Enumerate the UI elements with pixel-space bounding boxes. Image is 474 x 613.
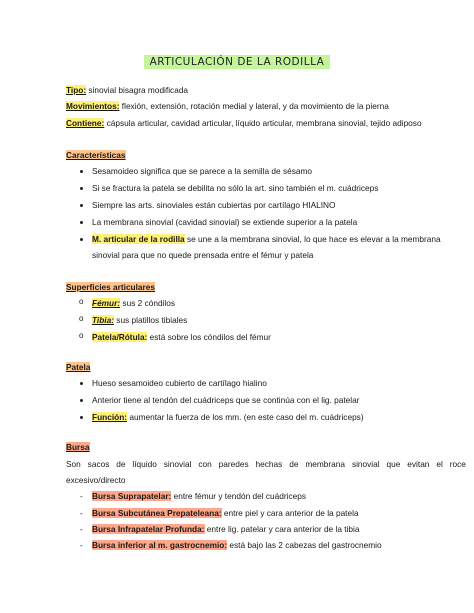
item-text: sus 2 cóndilos [120, 298, 176, 308]
item-label: Bursa Infrapatelar Profunda: [92, 524, 205, 534]
dash-bullet-icon: - [80, 524, 83, 534]
heading-text: Superficies articulares [66, 282, 156, 292]
list-item [92, 412, 364, 422]
intro-label: Contiene: [66, 118, 105, 128]
section-heading-caracteristicas [66, 150, 126, 160]
list-item: Hueso sesamoideo cubierto de cartílago hialino [92, 378, 267, 388]
bursa-description-continuation: excesivo/directo [66, 475, 126, 485]
item-text: entre lig. patelar y cara anterior de la tibia [204, 524, 360, 534]
bursa-description: Son sacos de líquido sinovial con paredes hechas de membrana sinovial que evitan el roce [66, 459, 466, 469]
circle-bullet-icon: o [79, 297, 84, 306]
intro-text: flexión, extensión, rotación medial y lateral, y da movimiento de la pierna [119, 101, 389, 111]
heading-text: Características [66, 150, 126, 160]
list-item [92, 491, 306, 501]
circle-bullet-icon: o [79, 331, 84, 340]
item-label: Patela/Rótula: [92, 332, 148, 342]
list-item [92, 315, 187, 325]
intro-text: sinovial bisagra modificada [86, 85, 189, 95]
item-text: entre fémur y tendón del cuádriceps [171, 491, 306, 501]
intro-tipo [66, 85, 188, 95]
item-label: Tibia: [92, 315, 114, 325]
item-text: sus platillos tibiales [113, 315, 188, 325]
list-item: La membrana sinovial (cavidad sinovial) se extiende superior a la patela [92, 217, 358, 227]
dash-bullet-icon: - [80, 540, 83, 550]
list-item [92, 234, 441, 244]
heading-text: Patela [66, 362, 91, 372]
list-item: Anterior tiene al tendón del cuádriceps que se continúa con el lig. patelar [92, 395, 360, 405]
intro-label: Tipo: [66, 85, 87, 95]
item-text: está sobre los cóndilos del fémur [147, 332, 271, 342]
bullet-dot-icon [80, 204, 83, 207]
item-label: Fémur: [92, 298, 121, 308]
intro-movimientos [66, 101, 389, 111]
bullet-dot-icon [80, 221, 83, 224]
page-title: ARTICULACIÓN DE LA RODILLA [144, 55, 331, 69]
heading-text: Bursa [66, 442, 90, 452]
item-text: está bajo las 2 cabezas del gastrocnemio [227, 540, 382, 550]
list-item: Siempre las arts. sinoviales están cubiertas por cartílago HIALINO [92, 200, 336, 210]
list-item: Sesamoideo significa que se parece a la semilla de sésamo [92, 166, 312, 176]
item-text: se une a la membrana sinovial, lo que hace es elevar a la membrana [184, 234, 441, 244]
list-item [92, 298, 175, 308]
circle-bullet-icon: o [79, 314, 84, 323]
highlight-term: M. articular de la rodilla [92, 234, 185, 244]
dash-bullet-icon: - [80, 508, 83, 518]
list-item [92, 540, 382, 550]
dash-bullet-icon: - [80, 491, 83, 501]
bullet-dot-icon [80, 399, 83, 402]
list-item [92, 332, 271, 342]
bullet-dot-icon [80, 416, 83, 419]
item-label: Función: [92, 412, 128, 422]
bullet-dot-icon [80, 187, 83, 190]
bullet-dot-icon [80, 382, 83, 385]
item-label: Bursa Suprapatelar: [92, 491, 172, 501]
title-wrap [0, 55, 474, 69]
section-heading-patela [66, 362, 90, 372]
intro-text: cápsula articular, cavidad articular, líquido articular, membrana sinovial, tejido adiposo [104, 118, 422, 128]
section-heading-bursa [66, 442, 90, 452]
item-text: aumentar la fuerza de los mm. (en este caso del m. cuádriceps) [127, 412, 364, 422]
item-label: Bursa inferior al m. gastrocnemio: [92, 540, 228, 550]
bullet-dot-icon [80, 238, 83, 241]
section-heading-superficies [66, 282, 155, 292]
bullet-dot-icon [80, 170, 83, 173]
list-item [92, 508, 359, 518]
list-item: Si se fractura la patela se debilita no sólo la art. sino también el m. cuádriceps [92, 183, 379, 193]
intro-label: Movimientos: [66, 101, 120, 111]
intro-contiene [66, 118, 422, 128]
item-text: entre piel y cara anterior de la patela [221, 508, 359, 518]
list-item [92, 524, 359, 534]
list-item-continuation: sinovial para que no quede prensada entre el fémur y patela [92, 250, 314, 260]
item-label: Bursa Subcutánea Prepateleana: [92, 508, 222, 518]
